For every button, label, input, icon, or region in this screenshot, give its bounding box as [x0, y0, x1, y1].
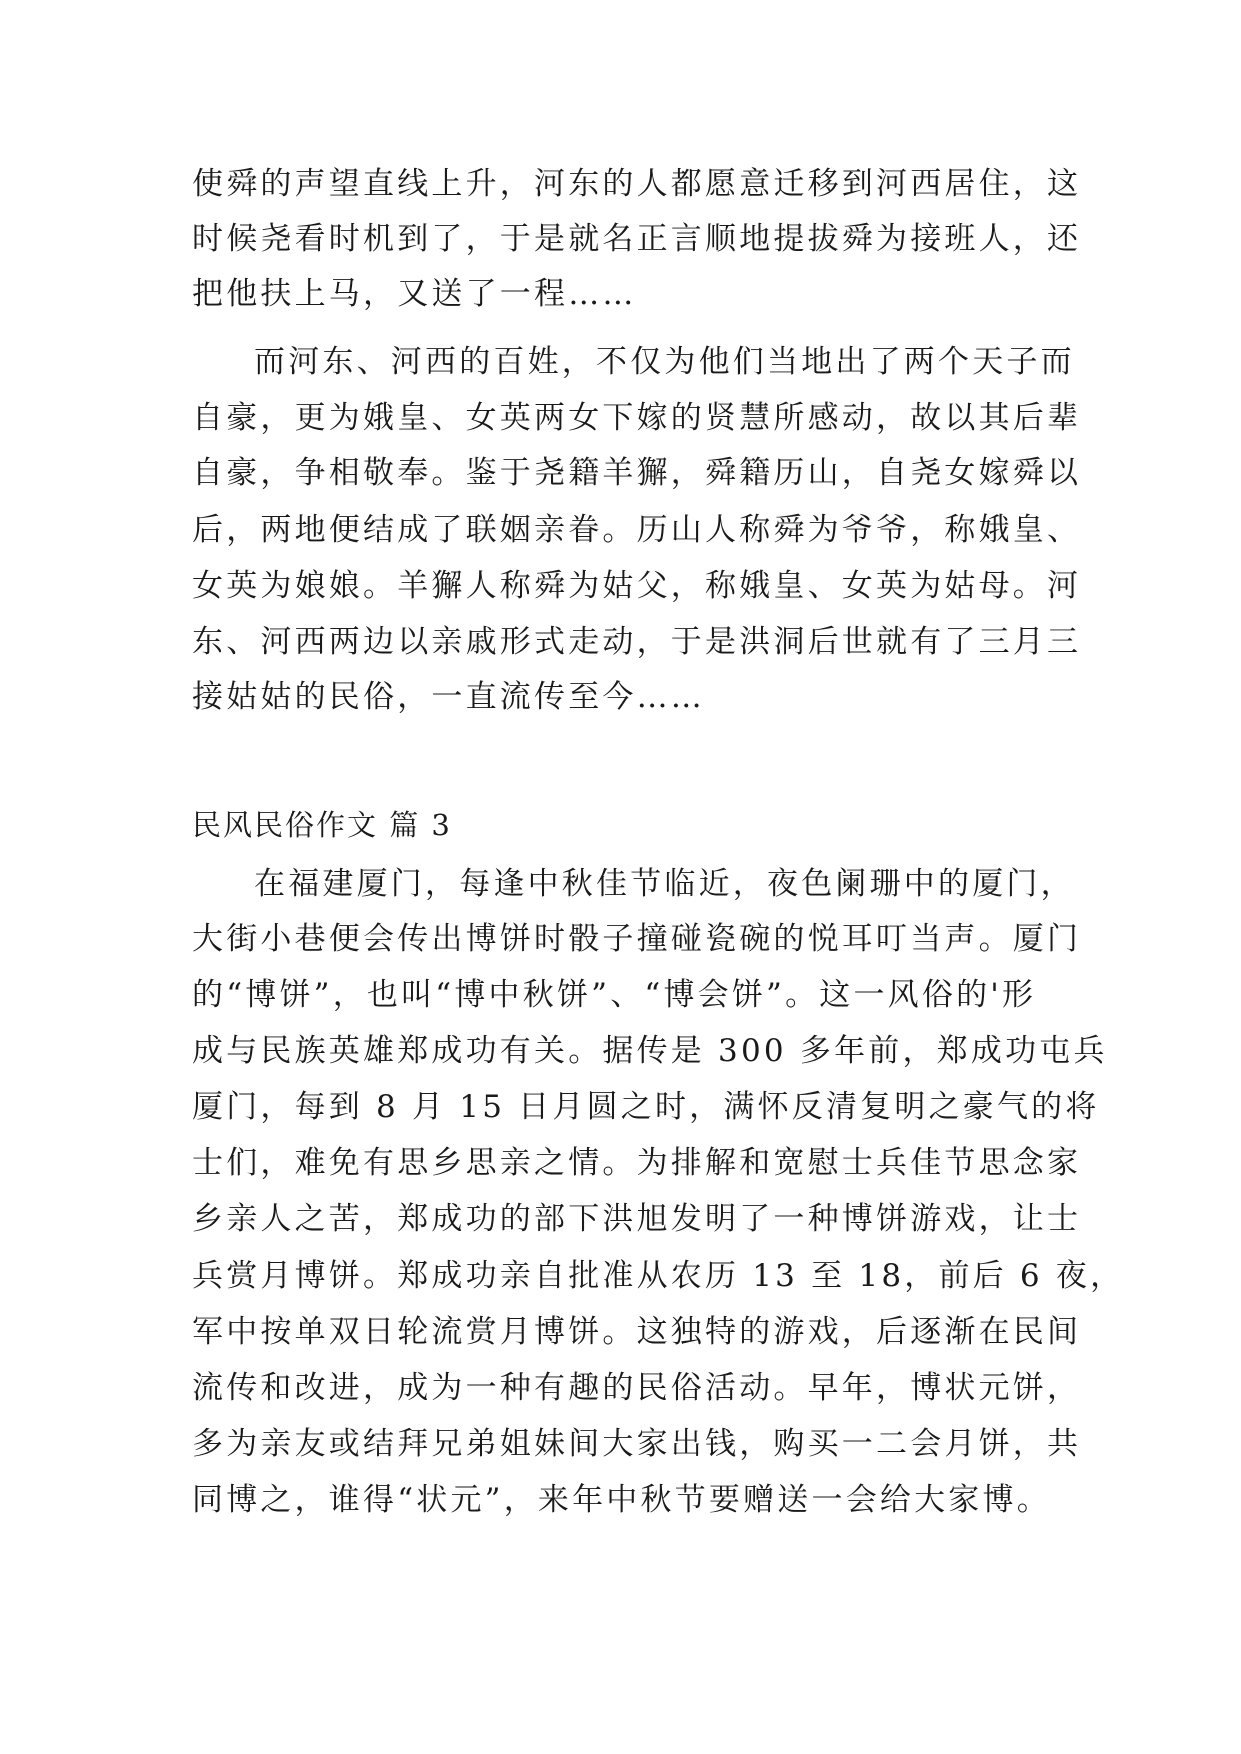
paragraph-line: 同博之，谁得“状元”，来年中秋节要赠送一会给大家博。	[192, 1482, 1051, 1518]
paragraph-line: 的“博饼”，也叫“博中秋饼”、“博会饼”。这一风俗的'形	[192, 977, 1037, 1013]
paragraph-line: 使舜的声望直线上升，河东的人都愿意迁移到河西居住，这	[192, 166, 1082, 202]
paragraph-line: 接姑姑的民俗，一直流传至今……	[192, 679, 705, 715]
section-heading: 民风民俗作文 篇 3	[192, 808, 452, 842]
paragraph-line: 多为亲友或结拜兄弟姐妹间大家出钱，购买一二会月饼，共	[192, 1426, 1082, 1462]
paragraph-line: 兵赏月博饼。郑成功亲自批准从农历 13 至 18，前后 6 夜，	[192, 1258, 1125, 1294]
paragraph-line: 在福建厦门，每逢中秋佳节临近，夜色阑珊中的厦门，	[254, 866, 1075, 902]
paragraph-line: 而河东、河西的百姓，不仅为他们当地出了两个天子而	[254, 344, 1075, 380]
paragraph-line: 厦门，每到 8 月 15 日月圆之时，满怀反清复明之豪气的将	[192, 1089, 1100, 1125]
paragraph-line: 流传和改进，成为一种有趣的民俗活动。早年，博状元饼，	[192, 1370, 1082, 1406]
paragraph-line: 军中按单双日轮流赏月博饼。这独特的游戏，后逐渐在民间	[192, 1314, 1082, 1350]
paragraph-line: 东、河西两边以亲戚形式走动，于是洪洞后世就有了三月三	[192, 624, 1082, 660]
paragraph-line: 士们，难免有思乡思亲之情。为排解和宽慰士兵佳节思念家	[192, 1145, 1082, 1181]
paragraph-line: 乡亲人之苦，郑成功的部下洪旭发明了一种博饼游戏，让士	[192, 1201, 1082, 1237]
paragraph-line: 时候尧看时机到了，于是就名正言顺地提拔舜为接班人，还	[192, 221, 1082, 257]
paragraph-line: 女英为娘娘。羊獬人称舜为姑父，称娥皇、女英为姑母。河	[192, 568, 1082, 604]
paragraph-line: 成与民族英雄郑成功有关。据传是 300 多年前，郑成功屯兵	[192, 1033, 1108, 1069]
paragraph-line: 自豪，更为娥皇、女英两女下嫁的贤慧所感动，故以其后辈	[192, 400, 1082, 436]
paragraph-line: 自豪，争相敬奉。鉴于尧籍羊獬，舜籍历山，自尧女嫁舜以	[192, 455, 1082, 491]
paragraph-line: 大街小巷便会传出博饼时骰子撞碰瓷碗的悦耳叮当声。厦门	[192, 921, 1082, 957]
paragraph-line: 后，两地便结成了联姻亲眷。历山人称舜为爷爷，称娥皇、	[192, 512, 1082, 548]
paragraph-line: 把他扶上马，又送了一程……	[192, 276, 637, 312]
